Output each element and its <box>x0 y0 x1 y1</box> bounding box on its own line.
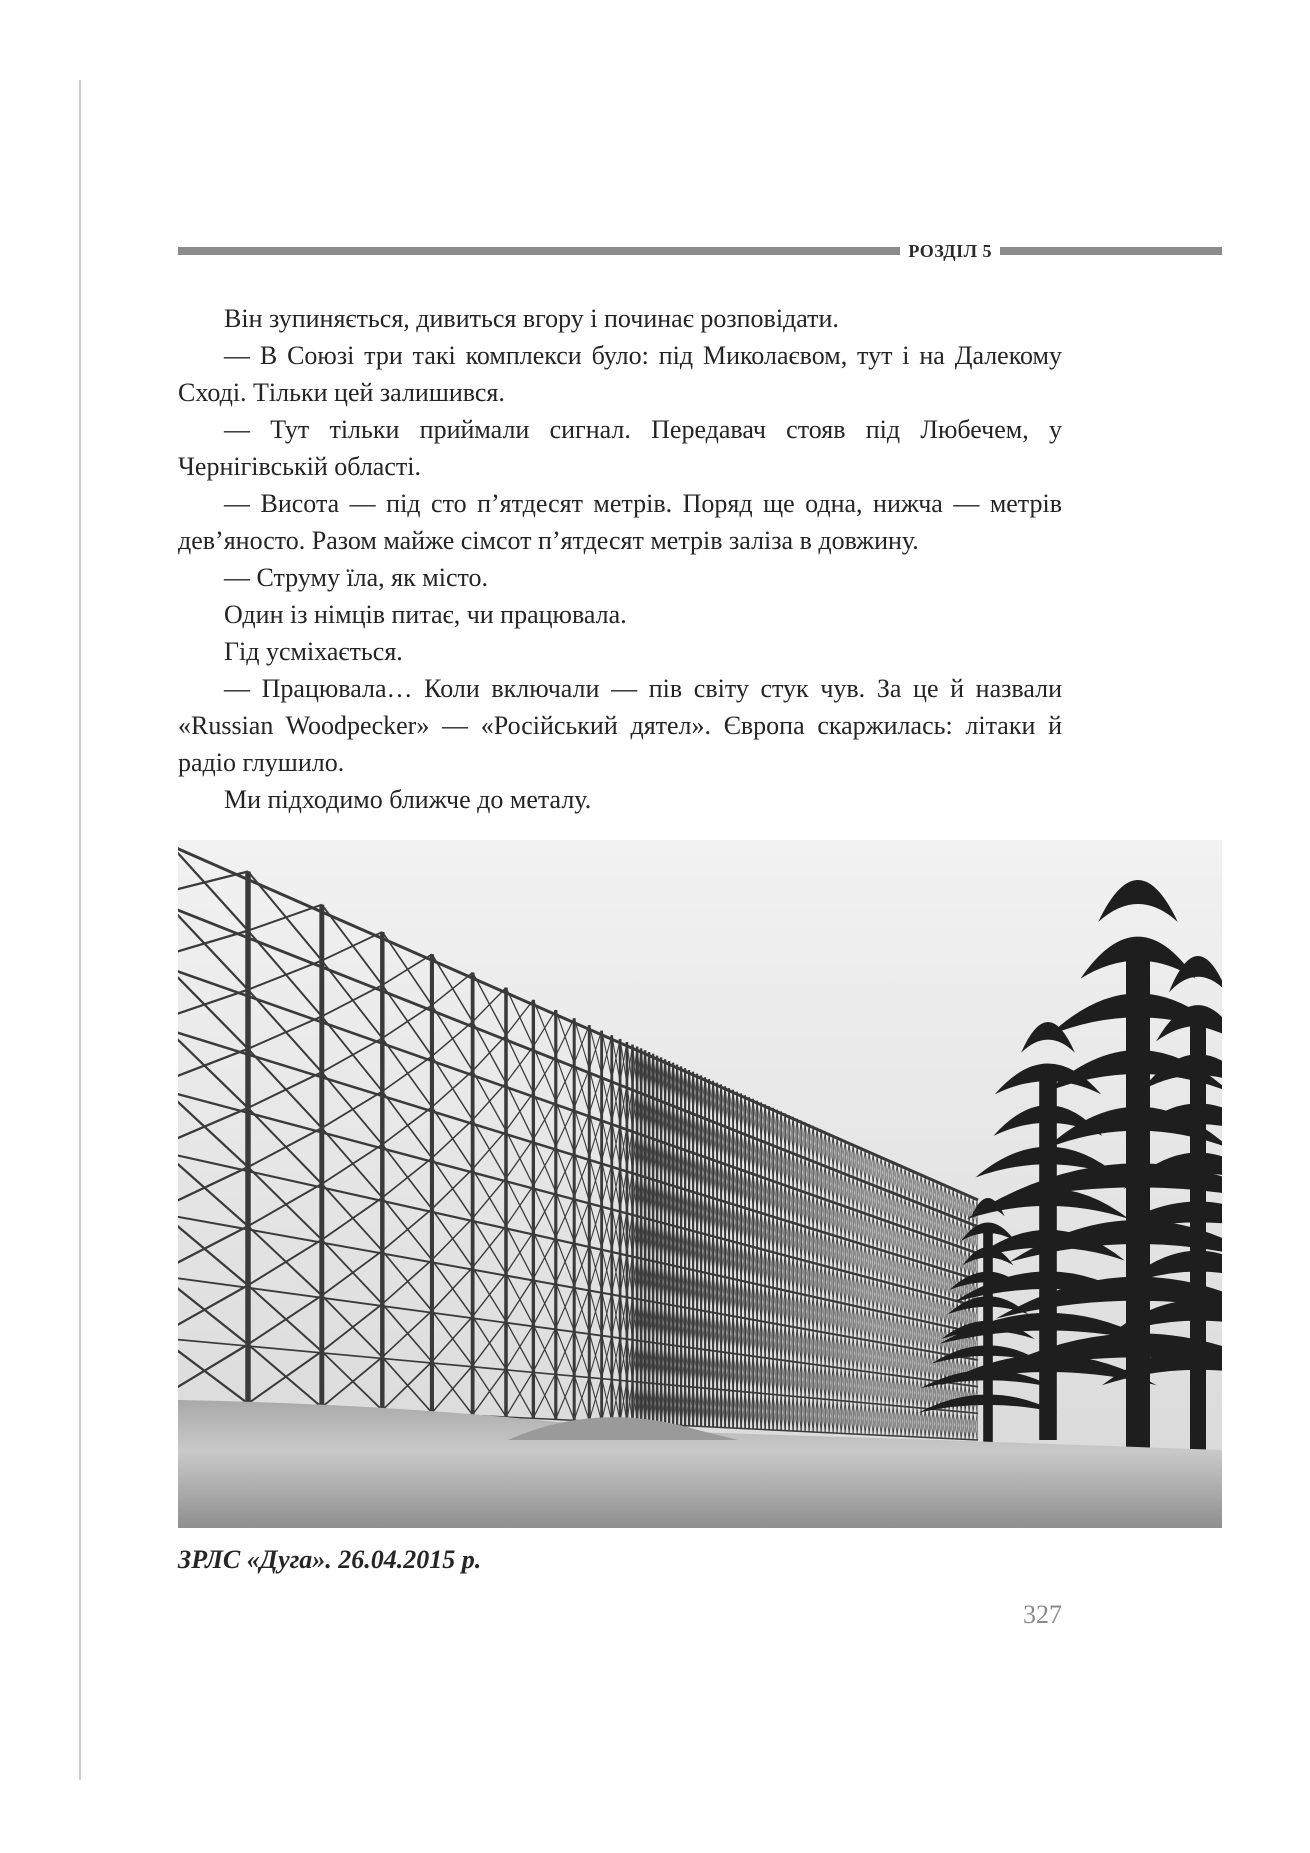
photo-illustration <box>178 840 1222 1528</box>
body-text <box>178 300 1062 818</box>
header-rule-right <box>1000 247 1222 255</box>
paragraph: — Струму їла, як місто. <box>224 563 489 592</box>
header-rule-left <box>178 247 900 255</box>
paragraph: Один із німців питає, чи працювала. <box>224 600 627 629</box>
photo-caption: ЗРЛС «Дуга». 26.04.2015 р. <box>178 1545 482 1574</box>
running-header <box>178 238 1222 264</box>
page-gutter-line <box>79 80 81 1780</box>
paragraph: — В Союзі три такі комплекси було: під Миколаєвом, тут і на Далекому Сході. Тільки цей залишився. <box>178 341 1062 407</box>
paragraph: — Тут тільки приймали сигнал. Передавач стояв під Любечем, у Чернігівській області. <box>178 415 1062 481</box>
page-number: 327 <box>1023 1600 1062 1629</box>
paragraph: Гід усміхається. <box>224 637 403 666</box>
photo-duga-radar <box>178 840 1222 1528</box>
paragraph: Ми підходимо ближче до металу. <box>224 785 592 814</box>
paragraph: Він зупиняється, дивиться вгору і починає розповідати. <box>224 304 839 333</box>
section-label: РОЗДІЛ 5 <box>908 240 992 261</box>
paragraph: — Працювала… Коли включали — пів світу стук чув. За це й назвали «Russian Woodpecker» — «Російський дятел». Європа скаржилась: літаки й радіо глушило. <box>178 674 1062 777</box>
paragraph: — Висота — під сто п’ятдесят метрів. Поряд ще одна, нижча — метрів дев’яносто. Разом майже сімсот п’ятдесят метрів заліза в довжину. <box>178 489 1062 555</box>
